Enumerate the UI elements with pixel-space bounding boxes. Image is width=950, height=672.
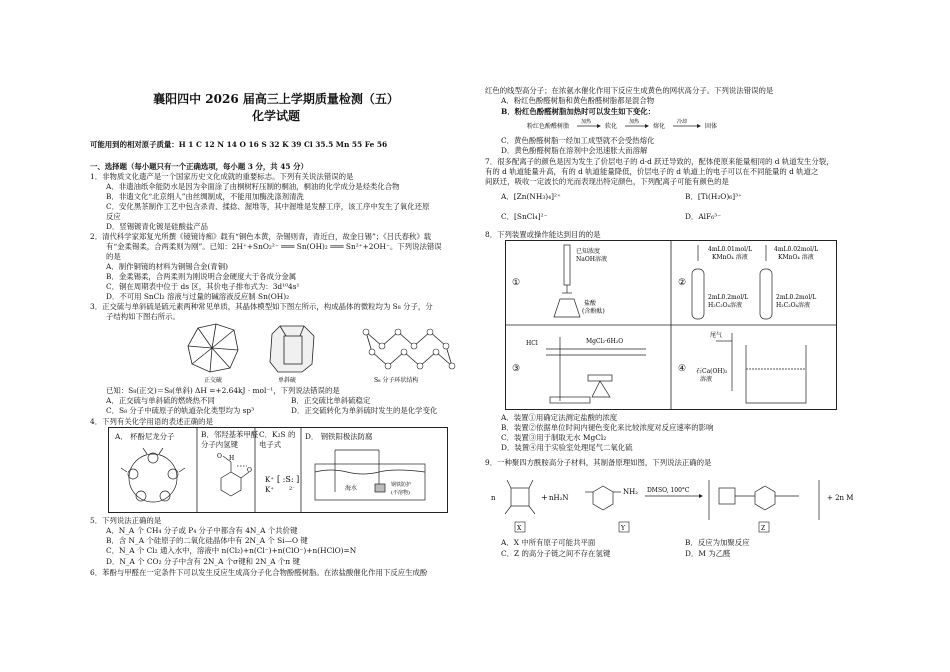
svg-text:X: X bbox=[517, 525, 522, 532]
q6-stem: 6．苯酚与甲醛在一定条件下可以发生反应生成高分子化合物酚醛树脂。在浓盐酸催化作用下反应生成酚 bbox=[90, 568, 428, 577]
q9-option-b: B．反应为加聚反应 bbox=[685, 538, 750, 547]
svg-text:固体: 固体 bbox=[705, 123, 718, 130]
q7-option-a: A．[Zn(NH₃)₄]²⁺ bbox=[501, 192, 561, 201]
svg-text:已知浓度: 已知浓度 bbox=[576, 248, 601, 255]
svg-text:2mL0.2mol/L: 2mL0.2mol/L bbox=[776, 294, 817, 301]
svg-text:2mL0.2mol/L: 2mL0.2mol/L bbox=[708, 294, 749, 301]
svg-text:n: n bbox=[491, 494, 496, 502]
q5-option-d: D．N_A 个 CO₂ 分子中含有 2N_A 个σ键和 2N_A 个π 键 bbox=[106, 557, 300, 566]
q5-option-b: B．含 N_A 个硅原子的二氧化硅晶体中有 2N_A 个 Si—O 键 bbox=[106, 536, 308, 545]
q1-stem: 1．非物质文化遗产是一个国家历史文化成就的重要标志。下列有关说法错误的是 bbox=[90, 172, 354, 181]
q2-option-c: C．铜在周期表中位于 ds 区，其价电子排布式为：3d¹⁰4s¹ bbox=[106, 282, 300, 291]
svg-text:O: O bbox=[217, 453, 222, 460]
q5-stem: 5．下列说法正确的是 bbox=[90, 516, 162, 525]
q9-option-a: A．X 中所有原子可能共平面 bbox=[501, 538, 596, 547]
q4-table bbox=[108, 427, 448, 513]
q7-option-b: B．[Ti(H₂O)₆]³⁺ bbox=[685, 192, 742, 201]
svg-text:NH₂: NH₂ bbox=[623, 488, 639, 496]
page-title: 襄阳四中 2026 届高三上学期质量检测（五） bbox=[153, 92, 399, 106]
section-heading: 一、选择题（每小题只有一个正确选项，每小题 3 分，共 45 分） bbox=[90, 162, 308, 171]
q2-option-b: B．金柔锡柔，合两柔则为刚说明合金硬度大于各成分金属 bbox=[106, 272, 297, 281]
q6-option-c: C．黄色酚醛树脂一经加工成型就不会受热熔化 bbox=[501, 136, 655, 145]
svg-text:KMnO₄ 溶液: KMnO₄ 溶液 bbox=[778, 254, 814, 261]
q8-option-b: B．装置②依据单位时间内褪色变化来比较浓度对反应速率的影响 bbox=[501, 423, 714, 432]
q1-option-d: D．竖锡镀青化镀是硅酸盐产品 bbox=[106, 222, 209, 231]
q1-option-a: A．非遗油纸伞能防水是因为伞面涂了由桐树籽压制的桐油，桐油的化学成分是烃类化合物 bbox=[106, 182, 400, 191]
q3-option-d: D．正交硫转化为单斜硫时发生的是化学变化 bbox=[291, 406, 438, 415]
svg-text:H: H bbox=[229, 455, 235, 462]
svg-text:尾气: 尾气 bbox=[710, 332, 723, 339]
fig-label-monoclinic: 单斜硫 bbox=[278, 377, 297, 384]
svg-text:H₂C₂O₄溶液: H₂C₂O₄溶液 bbox=[776, 302, 810, 309]
q7-option-d: D．AlF₆³⁻ bbox=[685, 212, 721, 221]
q3-option-c: C．S₈ 分子中硫原子的轨道杂化类型均为 sp³ bbox=[106, 406, 255, 415]
atomic-masses: 可能用到的相对原子质量：H 1 C 12 N 14 O 16 S 32 K 39 Cl 35.5 Mn 55 Fe 56 bbox=[90, 140, 388, 149]
svg-text:+: + bbox=[541, 493, 548, 502]
q3-option-a: A．正交硫与单斜硫的燃烧热不同 bbox=[106, 396, 215, 405]
q4-option-a: A． 杯酚尼龙分子 bbox=[115, 432, 175, 441]
svg-text:2⁻: 2⁻ bbox=[289, 486, 295, 492]
q4-option-c: C．K₂S 的 bbox=[259, 430, 296, 439]
svg-text:4mL0.02mol/L: 4mL0.02mol/L bbox=[774, 246, 819, 253]
q9-option-d: D．M 为乙醛 bbox=[685, 549, 731, 558]
q6-flow bbox=[525, 116, 765, 134]
svg-text:冷却: 冷却 bbox=[677, 119, 688, 125]
page-subtitle: 化学试题 bbox=[251, 109, 300, 123]
q4-stem: 4．下列有关化学用语的表述正确的是 bbox=[90, 417, 213, 426]
svg-text:O: O bbox=[247, 467, 252, 474]
q3-stem: 3．正交硫与单斜硫是硫元素两种常见单质，其晶体模型如下图左所示，构成晶体的微粒均为 S₈ 分子，分 bbox=[90, 302, 433, 311]
q7-stem-2: 有的 d 轨道能量升高，有的 d 轨道能量降低，价层电子的 d 轨道上的电子可以在不同能量的 d 轨道之 bbox=[485, 167, 819, 176]
svg-text:软化: 软化 bbox=[605, 123, 618, 130]
fig-seawater: 海水 bbox=[345, 485, 358, 492]
svg-text:粉红色酚醛树脂: 粉红色酚醛树脂 bbox=[527, 123, 570, 130]
svg-text:DMSO, 100°C: DMSO, 100°C bbox=[647, 487, 690, 494]
q2-option-d: D．不可用 SnCl₂ 溶液与过量的碱溶液反应制 Sn(OH)₂ bbox=[106, 292, 290, 301]
q8-option-d: D．装置④用于实验室处理尾气二氧化硫 bbox=[501, 443, 633, 452]
q1-option-c-cont: 反应 bbox=[106, 212, 121, 221]
q8-option-a: A．装置①用确定法测定盐酸的浓度 bbox=[501, 413, 618, 422]
q2-stem-2: 有“金柔锡柔，合两柔则为刚”。已知：2H⁺+Sn​O₂²⁻ ═══ Sn(OH)₂ ═══ Sn²⁺+2OH⁻。下列说法错误 bbox=[106, 242, 442, 251]
fig-label-s8: S₈ 分子环状结构 bbox=[374, 377, 419, 384]
q6-option-a: A．粉红色酚醛树脂和黄色酚醛树脂都是混合物 bbox=[501, 96, 655, 105]
q1-option-b: B．非遗文化“北京绢人”由丝绸制成，不能用加酶洗涤剂清洗 bbox=[106, 192, 304, 201]
q7-stem-3: 间跃迁，吸收一定波长的光而表现出特定颜色，下列配离子可能有颜色的是 bbox=[485, 177, 729, 186]
q8-stem: 8．下列装置或操作能达到目的的是 bbox=[485, 230, 601, 239]
q4-option-b-2: 分子内氢键 bbox=[201, 440, 238, 449]
q3-option-b: B．正交硫比单斜硫稳定 bbox=[291, 396, 371, 405]
q6-option-d: D．黄色酚醛树脂在溶剂中会迅速胀大而溶解 bbox=[501, 146, 648, 155]
q6-option-b: B．粉红色酚醛树脂加热时可以发生如下变化： bbox=[501, 107, 656, 116]
svg-text:[ :S: ]: [ :S: ] bbox=[277, 475, 300, 484]
q5-option-a: A．N_A 个 CH₄ 分子或 P₄ 分子中都含有 4N_A 个共价键 bbox=[106, 526, 298, 535]
svg-text:MgCl₂·6H₂O: MgCl₂·6H₂O bbox=[586, 338, 624, 345]
q3-stem-2: 子结构如下图右所示。 bbox=[106, 312, 180, 321]
q4-option-c-2: 电子式 bbox=[259, 440, 282, 449]
q5-option-c: C．N_A 个 Cl₂ 通入水中，溶液中 n(Cl₂)+n(Cl⁻)+n(ClO⁻)+n(HClO)=N bbox=[106, 546, 357, 555]
q4-option-b: B．邻羟基苯甲醛 bbox=[201, 430, 259, 439]
q9-reaction bbox=[489, 470, 869, 534]
svg-text:+ 2n M: + 2n M bbox=[827, 494, 854, 502]
svg-text:nH₂N: nH₂N bbox=[549, 494, 569, 502]
svg-text:①: ① bbox=[512, 278, 521, 288]
svg-text:H₂C₂O₄溶液: H₂C₂O₄溶液 bbox=[708, 302, 742, 309]
svg-text:Y: Y bbox=[621, 525, 625, 532]
svg-text:NaOH溶液: NaOH溶液 bbox=[576, 256, 607, 263]
svg-text:③: ③ bbox=[512, 364, 521, 374]
svg-text:加热: 加热 bbox=[629, 119, 640, 125]
svg-text:HCl: HCl bbox=[526, 340, 538, 347]
svg-text:溶液: 溶液 bbox=[700, 376, 713, 383]
q8-option-c: C．装置③用于制取无水 MgCl₂ bbox=[501, 433, 607, 442]
svg-text:④: ④ bbox=[678, 364, 687, 374]
q2-stem-3: 的是 bbox=[106, 252, 121, 261]
q2-stem: 2．清代科学家郑复光所撰《镜镜诗痴》载有“铜色本黄，杂锡则青，青近白，故金日锡”；《吕氏春秋》载 bbox=[90, 232, 432, 241]
svg-text:②: ② bbox=[678, 278, 687, 288]
fig-label-orthorhombic: 正交硫 bbox=[204, 377, 223, 384]
q4-figures bbox=[109, 428, 447, 512]
svg-text:石Ca(OH)₂: 石Ca(OH)₂ bbox=[696, 368, 728, 375]
q8-apparatus-grid bbox=[505, 240, 837, 410]
svg-text:Z: Z bbox=[761, 525, 766, 532]
q9-stem: 9．一种聚四方酰胺高分子材料，其制备原理如图，下列说法正确的是 bbox=[485, 458, 712, 467]
q1-option-c: C．安化黑茶制作工艺中包含杀青、揉捻、渥堆等，其中渥堆是发酵工序，该工序中发生了氧化还原 bbox=[106, 202, 430, 211]
fig-anode: 钢铁防护 bbox=[391, 482, 412, 488]
svg-text:熔化: 熔化 bbox=[653, 123, 666, 130]
q3-given: 已知：S₈(正交)＝S₈(单斜) ΔH =+2.64kJ · mol⁻¹，下列说法错误的是 bbox=[106, 386, 340, 395]
svg-text:盐酸: 盐酸 bbox=[584, 300, 597, 307]
q2-option-a: A．制作铜镜的材料为铜锡合金(青铜) bbox=[106, 262, 228, 271]
sulfur-crystal-figure bbox=[176, 322, 466, 384]
q4-option-d: D． 钢铁阳极法防腐 bbox=[305, 432, 373, 441]
svg-text:加热: 加热 bbox=[581, 119, 592, 125]
q9-option-c: C．Z 的高分子链之间不存在氢键 bbox=[501, 549, 611, 558]
q6-stem-cont: 红色的线型高分子；在浓氨水催化作用下反应生成黄色的网状高分子。下列说法错误的是 bbox=[485, 86, 774, 95]
svg-text:K⁺: K⁺ bbox=[265, 476, 274, 484]
q8-figures bbox=[506, 241, 836, 409]
fig-anode-2: (不溶物) bbox=[391, 490, 410, 496]
svg-text:K⁺: K⁺ bbox=[265, 486, 274, 494]
q7-stem: 7．很多配离子的颜色是因为发生了价层电子的 d-d 跃迁导致的，配体使原来能量相同的 d 轨道发生分裂， bbox=[485, 157, 834, 166]
q7-option-c: C．[SnCl₄]²⁻ bbox=[501, 212, 548, 221]
svg-text:KMnO₄ 溶液: KMnO₄ 溶液 bbox=[712, 254, 748, 261]
svg-text:4mL0.01mol/L: 4mL0.01mol/L bbox=[708, 246, 753, 253]
svg-text:(含酚酞): (含酚酞) bbox=[582, 308, 605, 315]
